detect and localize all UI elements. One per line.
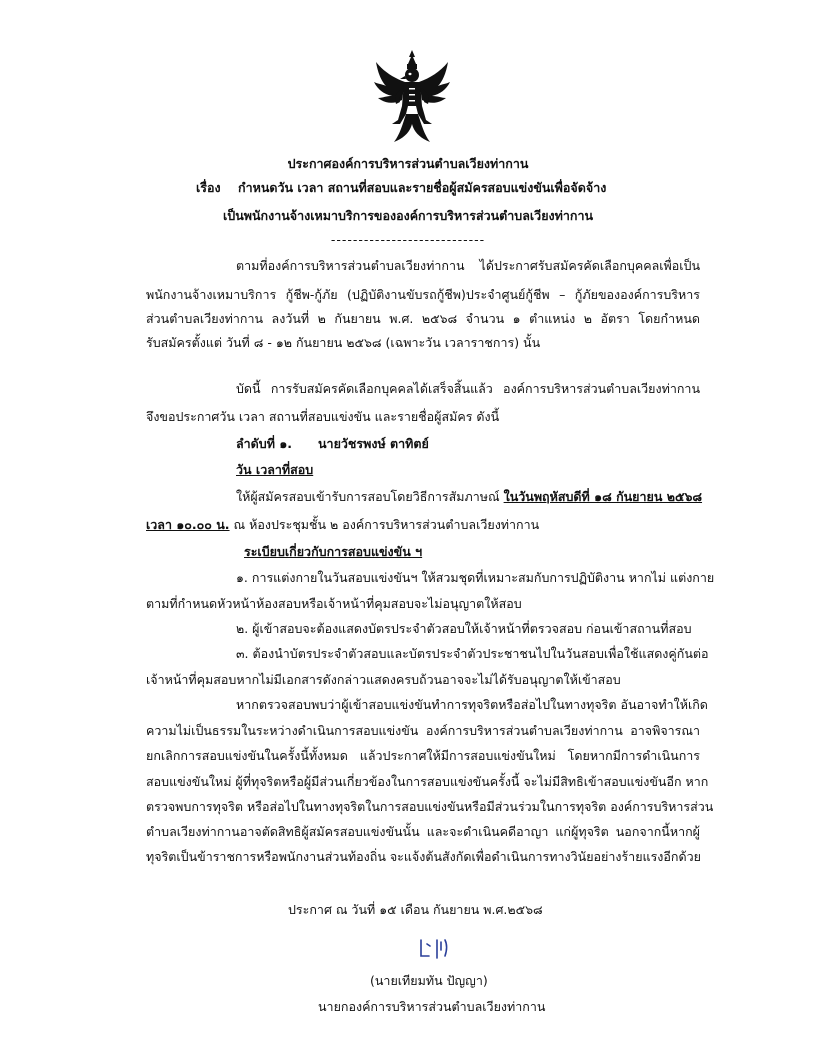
signature-icon	[415, 936, 459, 962]
intro-line: ตามที่องค์การบริหารส่วนตำบลเวียงท่ากาน ได้ประกาศรับสมัครคัดเลือกบุคคลเพื่อเป็น	[236, 258, 700, 273]
intro-line: ส่วนตำบลเวียงท่ากาน ลงวันที่ ๒ กันยายน พ.ศ. ๒๕๖๘ จำนวน ๑ ตำแหน่ง ๒ อัตรา โดยกำหนด	[146, 311, 700, 326]
fraud-line: สอบแข่งขันใหม่ ผู้ที่ทุจริตหรือผู้มีส่วนเกี่ยวข้องในการสอบแข่งขันครั้งนี้ จะไม่มีสิทธิเข้าสอบแข่งขันอีก หาก	[146, 774, 709, 789]
candidate-name: นายวัชรพงษ์ ตาทิตย์	[318, 436, 429, 451]
exam-time: เวลา ๑๐.๐๐ น.	[146, 517, 230, 532]
schedule-line-1	[236, 489, 702, 505]
now-line: จึงขอประกาศวัน เวลา สถานที่สอบแข่งขัน และรายชื่อผู้สมัคร ดังนี้	[146, 409, 500, 424]
fraud-line: ตำบลเวียงท่ากานอาจตัดสิทธิผู้สมัครสอบแข่งขันนั้น และจะดำเนินคดีอาญา แก่ผู้ทุจริต นอกจากนี้หากผู้	[146, 824, 700, 839]
fraud-line: ความไม่เป็นธรรมในระหว่างดำเนินการสอบแข่งขัน องค์การบริหารส่วนตำบลเวียงท่ากาน อาจพิจารณา	[146, 723, 700, 738]
rule-line: ตามที่กำหนดหัวหน้าห้องสอบหรือเจ้าหน้าที่คุมสอบจะไม่อนุญาตให้สอบ	[146, 596, 522, 611]
rules-heading: ระเบียบเกี่ยวกับการสอบแข่งขัน ฯ	[244, 544, 423, 559]
now-line: บัดนี้ การรับสมัครคัดเลือกบุคคลได้เสร็จสิ้นแล้ว องค์การบริหารส่วนตำบลเวียงท่ากาน	[236, 381, 700, 396]
exam-date: ในวันพฤหัสบดีที่ ๑๘ กันยายน ๒๕๖๘	[503, 489, 703, 504]
subject-line-1: กำหนดวัน เวลา สถานที่สอบและรายชื่อผู้สมัครสอบแข่งขันเพื่อจัดจ้าง	[238, 180, 607, 195]
signer-name: (นายเทียมทัน ปัญญา)	[370, 973, 488, 988]
rule-line: เจ้าหน้าที่คุมสอบหากไม่มีเอกสารดังกล่าวแสดงครบถ้วนอาจจะไม่ได้รับอนุญาตให้เข้าสอบ	[146, 672, 621, 687]
signer-title: นายกองค์การบริหารส่วนตำบลเวียงท่ากาน	[318, 999, 546, 1014]
schedule-line-2	[146, 517, 539, 533]
rule-line: ๑. การแต่งกายในวันสอบแข่งขันฯ ให้สวมชุดที่เหมาะสมกับการปฏิบัติงาน หากไม่ แต่งกาย	[236, 570, 715, 585]
schedule-heading: วัน เวลาที่สอบ	[236, 462, 314, 477]
announcement-date: ประกาศ ณ วันที่ ๑๕ เดือน กันยายน พ.ศ.๒๕๖๘	[288, 902, 543, 917]
exam-location: ณ ห้องประชุมชั้น ๒ องค์การบริหารส่วนตำบลเวียงท่ากาน	[233, 517, 540, 532]
fraud-line: ทุจริตเป็นข้าราชการหรือพนักงานส่วนท้องถิ่น จะแจ้งต้นสังกัดเพื่อดำเนินการทางวินัยอย่างร้ายแรงอีกด้วย	[146, 849, 701, 864]
header-divider: ----------------------------	[330, 232, 486, 247]
candidate-label: ลำดับที่ ๑.	[236, 436, 293, 451]
garuda-emblem-icon	[372, 48, 452, 144]
subject-line-2: เป็นพนักงานจ้างเหมาบริการขององค์การบริหารส่วนตำบลเวียงท่ากาน	[222, 208, 594, 223]
announcement-title: ประกาศองค์การบริหารส่วนตำบลเวียงท่ากาน	[287, 156, 529, 171]
intro-line: พนักงานจ้างเหมาบริการ กู้ชีพ-กู้ภัย (ปฏิบัติงานขับรถกู้ชีพ)ประจำศูนย์กู้ชีพ – กู้ภัยขององค์การบริหาร	[146, 287, 700, 302]
rule-line: ๓. ต้องนำบัตรประจำตัวสอบและบัตรประจำตัวประชาชนไปในวันสอบเพื่อใช้แสดงคู่กันต่อ	[236, 646, 709, 661]
subject-label: เรื่อง	[196, 180, 221, 195]
fraud-line: ตรวจพบการทุจริต หรือส่อไปในทางทุจริตในการสอบแข่งขันหรือมีส่วนร่วมในการทุจริต องค์การบริหารส่วน	[146, 799, 714, 814]
intro-line: รับสมัครตั้งแต่ วันที่ ๘ - ๑๒ กันยายน ๒๕๖๘ (เฉพาะวัน เวลาราชการ) นั้น	[146, 335, 541, 350]
fraud-line: หากตรวจสอบพบว่าผู้เข้าสอบแข่งขันทำการทุจริตหรือส่อไปในทางทุจริต อันอาจทำให้เกิด	[236, 697, 708, 712]
fraud-line: ยกเลิกการสอบแข่งขันในครั้งนี้ทั้งหมด แล้วประกาศให้มีการสอบแข่งขันใหม่ โดยหากมีการดำเนินการ	[146, 748, 700, 763]
rule-line: ๒. ผู้เข้าสอบจะต้องแสดงบัตรประจำตัวสอบให้เจ้าหน้าที่ตรวจสอบ ก่อนเข้าสถานที่สอบ	[236, 621, 692, 636]
schedule-prefix: ให้ผู้สมัครสอบเข้ารับการสอบโดยวิธีการสัมภาษณ์	[236, 489, 500, 504]
